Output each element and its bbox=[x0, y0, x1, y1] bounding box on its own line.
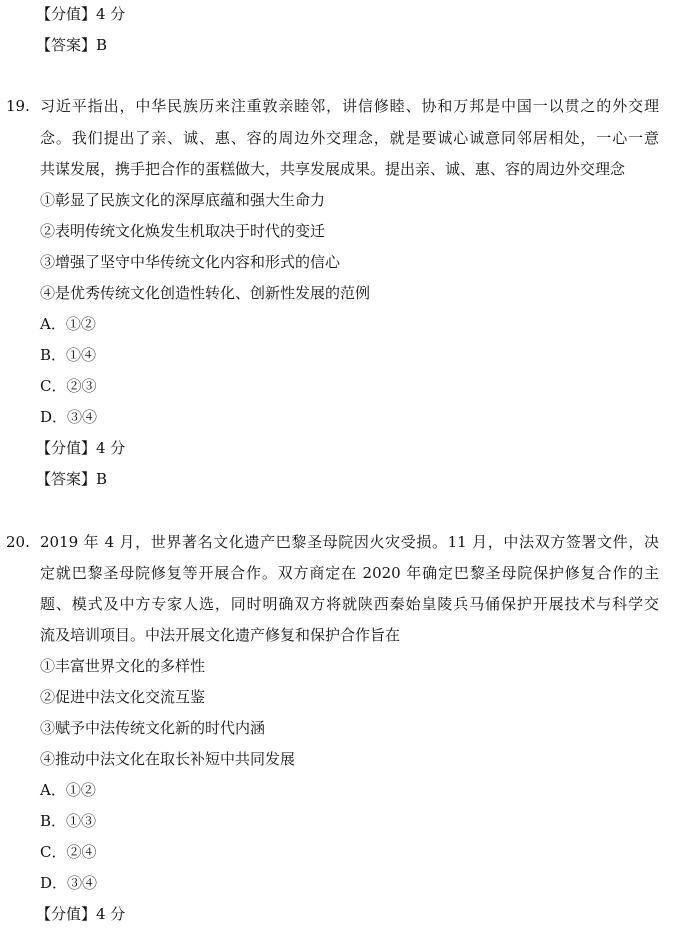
question-20-stem-line-1: 2019 年 4 月，世界著名文化遗产巴黎圣母院因火灾受损。11 月，中法双方签署文件，决 bbox=[40, 533, 659, 551]
question-20-statement-3: ③赋予中法传统文化新的时代内涵 bbox=[40, 719, 266, 737]
question-20-statement-2: ②促进中法文化交流互鉴 bbox=[40, 688, 206, 706]
prev-score: 【分值】4 分 bbox=[36, 5, 126, 23]
question-19-stem-line-3: 共谋发展，携手把合作的蛋糕做大，共享发展成果。提出亲、诚、惠、容的周边外交理念 bbox=[40, 160, 626, 178]
question-19-answer: 【答案】B bbox=[36, 470, 108, 488]
question-19-option-c: C．②③ bbox=[40, 377, 97, 395]
question-19-option-d: D．③④ bbox=[40, 408, 98, 426]
question-20-stem-line-2: 定就巴黎圣母院修复等开展合作。双方商定在 2020 年确定巴黎圣母院保护修复合作的主 bbox=[40, 564, 659, 582]
question-20-statement-4: ④推动中法文化在取长补短中共同发展 bbox=[40, 750, 296, 768]
question-19-stem-line-1: 习近平指出，中华民族历来注重敦亲睦邻，讲信修睦、协和万邦是中国一以贯之的外交理 bbox=[40, 97, 659, 115]
question-19-number: 19. bbox=[6, 97, 30, 115]
question-19-option-b: B．①④ bbox=[40, 346, 97, 364]
question-20-statement-1: ①丰富世界文化的多样性 bbox=[40, 657, 206, 675]
question-20-option-c: C．②④ bbox=[40, 843, 97, 861]
question-20-stem-line-3: 题、模式及中方专家人选，同时明确双方将就陕西秦始皇陵兵马俑保护开展技术与科学交 bbox=[40, 595, 659, 613]
question-19-stem-line-2: 念。我们提出了亲、诚、惠、容的周边外交理念，就是要诚心诚意同邻居相处，一心一意 bbox=[40, 129, 659, 147]
question-20-number: 20. bbox=[6, 533, 30, 551]
question-20-option-a: A．①② bbox=[40, 781, 96, 799]
question-20-score: 【分值】4 分 bbox=[36, 905, 126, 923]
question-19-statement-2: ②表明传统文化焕发生机取决于时代的变迁 bbox=[40, 222, 326, 240]
question-20-option-b: B．①③ bbox=[40, 812, 97, 830]
question-19-score: 【分值】4 分 bbox=[36, 439, 126, 457]
question-20-stem-line-4: 流及培训项目。中法开展文化遗产修复和保护合作旨在 bbox=[40, 626, 401, 644]
question-19-statement-4: ④是优秀传统文化创造性转化、创新性发展的范例 bbox=[40, 284, 371, 302]
prev-answer: 【答案】B bbox=[36, 36, 108, 54]
question-19-statement-1: ①彰显了民族文化的深厚底蕴和强大生命力 bbox=[40, 191, 326, 209]
question-19-statement-3: ③增强了坚守中华传统文化内容和形式的信心 bbox=[40, 253, 341, 271]
question-20-option-d: D．③④ bbox=[40, 874, 98, 892]
question-19-option-a: A．①② bbox=[40, 315, 96, 333]
